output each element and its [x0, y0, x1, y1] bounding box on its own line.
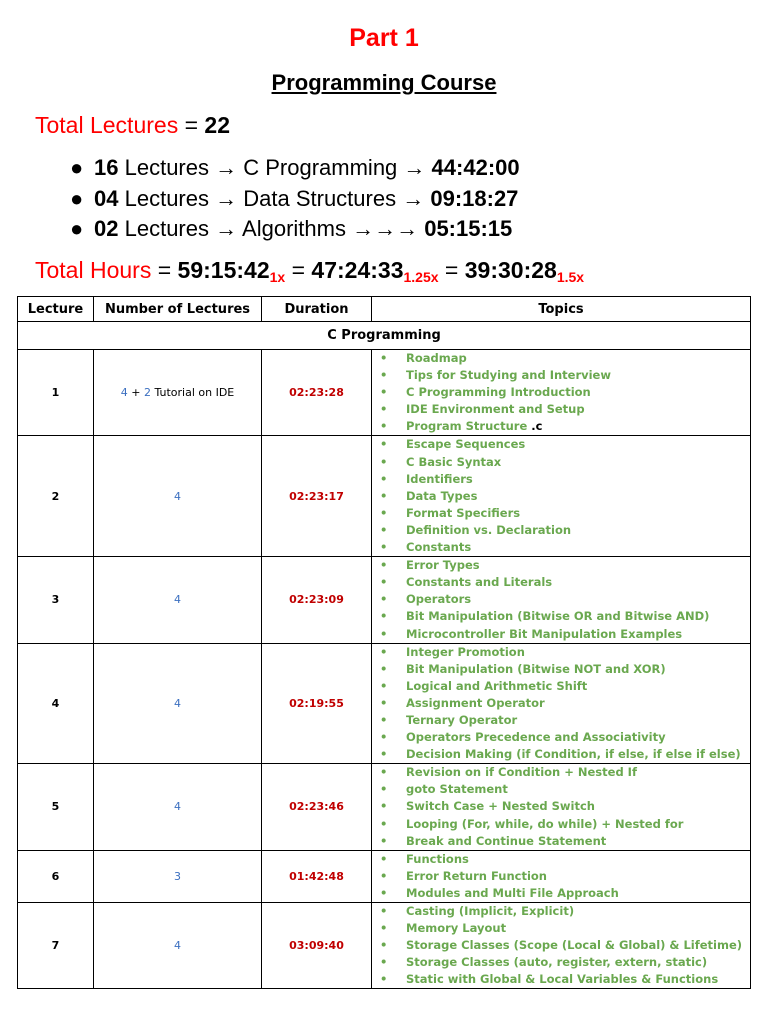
bullet-icon: • — [380, 592, 388, 607]
topics — [372, 436, 751, 557]
bullet-icon: • — [380, 661, 388, 676]
header-lecture: Lecture — [18, 297, 94, 322]
topic-text: Integer Promotion — [406, 644, 525, 659]
total-hours-1-5x: 39:30:28 — [464, 257, 557, 283]
total-lectures-equals: = — [178, 112, 205, 138]
topic-text: Static with Global & Local Variables & Functions — [406, 972, 719, 987]
topic-text: Ternary Operator — [406, 712, 518, 727]
table-row — [18, 903, 751, 989]
topic-item — [380, 454, 750, 471]
total-lectures-label: Total Lectures — [35, 112, 179, 138]
arrow-icon: →→→ — [352, 216, 419, 241]
topic-item — [380, 851, 750, 868]
topic-text: Bit Manipulation (Bitwise OR and Bitwise AND) — [406, 609, 710, 624]
bullet-icon: ● — [70, 216, 84, 241]
total-hours-1x: 59:15:42 — [177, 257, 270, 283]
summary-list — [70, 153, 520, 245]
lecture-count: 4 — [174, 593, 181, 607]
topic-list — [372, 350, 750, 435]
bullet-icon: • — [380, 437, 388, 452]
summary-count: 04 — [94, 185, 119, 211]
total-hours-1-25x: 47:24:33 — [311, 257, 404, 283]
lecture-number: 5 — [18, 764, 94, 850]
bullet-icon: • — [380, 712, 388, 727]
topic-item — [380, 661, 750, 678]
topic-item — [380, 746, 750, 763]
topic-item — [380, 712, 750, 729]
topic-text: IDE Environment and Setup — [406, 402, 585, 417]
bullet-icon: • — [380, 868, 388, 883]
table-row — [18, 557, 751, 643]
table-row — [18, 764, 751, 850]
header-duration: Duration — [262, 297, 372, 322]
bullet-icon: • — [380, 454, 388, 469]
lectures-table — [17, 296, 751, 989]
topic-item — [380, 418, 750, 435]
topic-text: Constants — [406, 540, 472, 555]
duration: 02:23:09 — [262, 557, 372, 643]
total-hours — [35, 257, 584, 285]
topic-text: Tips for Studying and Interview — [406, 368, 611, 383]
topic-text: C Basic Syntax — [406, 454, 502, 469]
section-title: C Programming — [18, 322, 751, 350]
topic-text: Format Specifiers — [406, 505, 521, 520]
topic-list — [372, 557, 750, 642]
bullet-icon: • — [380, 730, 388, 745]
bullet-icon: • — [380, 904, 388, 918]
lecture-count: 4 — [120, 386, 128, 400]
summary-duration: 09:18:27 — [430, 185, 519, 211]
lecture-number: 7 — [18, 903, 94, 989]
topic-item — [380, 488, 750, 505]
topic-text: Revision on if Condition + Nested If — [406, 765, 637, 780]
lecture-count: 3 — [174, 869, 181, 883]
bullet-icon: • — [380, 558, 388, 573]
topics — [372, 557, 751, 643]
bullet-icon: • — [380, 575, 388, 590]
summary-subject: Algorithms — [242, 216, 346, 241]
topic-text: Looping (For, while, do while) + Nested for — [406, 816, 684, 831]
bullet-icon: • — [380, 885, 388, 900]
plus-sign: + — [127, 386, 144, 400]
arrow-icon: → — [403, 155, 426, 180]
topic-item — [380, 937, 750, 954]
section-row — [18, 322, 751, 350]
bullet-icon: • — [380, 351, 388, 365]
lecture-number: 3 — [18, 557, 94, 643]
topic-item — [380, 505, 750, 522]
summary-count: 16 — [94, 155, 119, 180]
topics — [372, 643, 751, 764]
number-of-lectures — [94, 903, 262, 989]
summary-duration: 44:42:00 — [431, 155, 520, 180]
topic-text: Roadmap — [406, 351, 467, 365]
bullet-icon: • — [380, 626, 388, 641]
topic-text: Modules and Multi File Approach — [406, 885, 619, 900]
header-topics: Topics — [372, 297, 751, 322]
topic-text: Functions — [406, 851, 469, 866]
lecture-number: 6 — [18, 850, 94, 902]
topic-list — [372, 903, 750, 988]
bullet-icon: • — [380, 782, 388, 797]
topic-list — [372, 764, 750, 849]
topic-text: Program Structure — [406, 419, 528, 434]
arrow-icon: → — [215, 216, 238, 241]
duration: 02:19:55 — [262, 643, 372, 764]
topic-item — [380, 557, 750, 574]
header-number-of-lectures: Number of Lectures — [94, 297, 262, 322]
lecture-number: 1 — [18, 350, 94, 436]
topic-item — [380, 798, 750, 815]
lecture-count: 4 — [174, 800, 181, 814]
topic-item — [380, 781, 750, 798]
topic-text: Microcontroller Bit Manipulation Examples — [406, 626, 683, 641]
topic-text: Constants and Literals — [406, 575, 553, 590]
topic-item — [380, 471, 750, 488]
topic-item — [380, 971, 750, 988]
topic-item — [380, 436, 750, 453]
number-of-lectures — [94, 850, 262, 902]
bullet-icon: • — [380, 816, 388, 831]
bullet-icon: • — [380, 833, 388, 848]
bullet-icon: • — [380, 747, 388, 762]
bullet-icon: • — [380, 972, 388, 987]
topic-item — [380, 903, 750, 920]
bullet-icon: • — [380, 505, 388, 520]
arrow-icon: → — [215, 185, 238, 211]
topic-item — [380, 678, 750, 695]
topic-text: Decision Making (if Condition, if else, if else if else) — [406, 747, 741, 762]
summary-item — [70, 184, 520, 215]
bullet-icon: • — [380, 678, 388, 693]
topic-item — [380, 539, 750, 556]
tutorial-count: 2 — [143, 386, 151, 400]
bullet-icon: • — [380, 402, 388, 417]
table-row — [18, 850, 751, 902]
topics — [372, 850, 751, 902]
topic-text: Logical and Arithmetic Shift — [406, 678, 588, 693]
bullet-icon: • — [380, 851, 388, 866]
topic-item — [380, 591, 750, 608]
topic-text: Operators — [406, 592, 472, 607]
part-title: Part 1 — [349, 24, 419, 52]
bullet-icon: • — [380, 765, 388, 780]
topic-item — [380, 626, 750, 643]
bullet-icon: • — [380, 799, 388, 814]
topic-list — [372, 436, 750, 556]
arrow-icon: → — [215, 155, 238, 180]
topic-item — [380, 608, 750, 625]
bullet-icon: • — [380, 540, 388, 555]
duration: 02:23:28 — [262, 350, 372, 436]
bullet-icon: • — [380, 471, 388, 486]
topic-extension: .c — [527, 419, 543, 434]
bullet-icon: • — [380, 644, 388, 659]
summary-subject: Data Structures — [243, 185, 397, 211]
topic-item — [380, 644, 750, 661]
topic-item — [380, 522, 750, 539]
topic-item — [380, 885, 750, 902]
topic-text: Definition vs. Declaration — [406, 522, 572, 537]
topic-text: Casting (Implicit, Explicit) — [406, 904, 575, 918]
bullet-icon: • — [380, 609, 388, 624]
summary-duration: 05:15:15 — [424, 216, 513, 241]
topic-item — [380, 954, 750, 971]
topic-item — [380, 816, 750, 833]
topic-text: Memory Layout — [406, 921, 507, 936]
duration: 02:23:17 — [262, 436, 372, 557]
topic-text: Break and Continue Statement — [406, 833, 607, 848]
summary-word: Lectures — [124, 155, 209, 180]
topics — [372, 764, 751, 850]
topic-text: Storage Classes (Scope (Local & Global) & Lifetime) — [406, 938, 743, 953]
speed-1-5x: 1.5x — [556, 269, 585, 285]
number-of-lectures — [94, 436, 262, 557]
topic-item — [380, 350, 750, 367]
summary-word: Lectures — [124, 216, 209, 241]
topic-text: Data Types — [406, 488, 478, 503]
tutorial-label: Tutorial on IDE — [150, 386, 235, 400]
topic-item — [380, 367, 750, 384]
bullet-icon: • — [380, 419, 388, 434]
topic-text: Switch Case + Nested Switch — [406, 799, 595, 814]
total-lectures-value: 22 — [204, 112, 231, 138]
summary-word: Lectures — [124, 185, 209, 211]
topic-item — [380, 384, 750, 401]
bullet-icon: ● — [70, 155, 84, 180]
lecture-number: 2 — [18, 436, 94, 557]
topic-item — [380, 401, 750, 418]
summary-count: 02 — [94, 216, 119, 241]
bullet-icon: • — [380, 522, 388, 537]
bullet-icon: • — [380, 385, 388, 400]
topic-text: Assignment Operator — [406, 695, 545, 710]
lecture-count: 4 — [174, 489, 181, 503]
total-lectures — [35, 112, 230, 139]
bullet-icon: • — [380, 368, 388, 383]
table-row — [18, 350, 751, 436]
topics — [372, 903, 751, 989]
topic-item — [380, 764, 750, 781]
equals: = — [438, 257, 465, 283]
table-header-row — [18, 297, 751, 322]
summary-item — [70, 214, 520, 245]
topic-item — [380, 920, 750, 937]
number-of-lectures — [94, 643, 262, 764]
topic-text: Identifiers — [406, 471, 473, 486]
topic-text: Error Types — [406, 558, 480, 573]
summary-subject: C Programming — [243, 155, 398, 180]
summary-item — [70, 153, 520, 184]
speed-1-25x: 1.25x — [403, 269, 439, 285]
bullet-icon: • — [380, 955, 388, 970]
number-of-lectures — [94, 350, 262, 436]
duration: 01:42:48 — [262, 850, 372, 902]
topic-item — [380, 574, 750, 591]
topic-text: Error Return Function — [406, 868, 547, 883]
topic-list — [372, 851, 750, 902]
topic-text: Bit Manipulation (Bitwise NOT and XOR) — [406, 661, 666, 676]
duration: 02:23:46 — [262, 764, 372, 850]
topic-text: C Programming Introduction — [406, 385, 591, 400]
bullet-icon: ● — [70, 185, 84, 211]
total-hours-label: Total Hours — [35, 257, 152, 283]
bullet-icon: • — [380, 695, 388, 710]
bullet-icon: • — [380, 921, 388, 936]
topic-list — [372, 644, 750, 764]
topic-text: Operators Precedence and Associativity — [406, 730, 666, 745]
speed-1x: 1x — [269, 269, 286, 285]
bullet-icon: • — [380, 938, 388, 953]
duration: 03:09:40 — [262, 903, 372, 989]
lecture-count: 4 — [174, 939, 181, 953]
lecture-count: 4 — [174, 696, 181, 710]
equals: = — [285, 257, 312, 283]
lecture-number: 4 — [18, 643, 94, 764]
topics — [372, 350, 751, 436]
number-of-lectures — [94, 557, 262, 643]
topic-text: Escape Sequences — [406, 437, 526, 452]
number-of-lectures — [94, 764, 262, 850]
bullet-icon: • — [380, 488, 388, 503]
topic-item — [380, 729, 750, 746]
equals: = — [151, 257, 178, 283]
course-title: Programming Course — [271, 70, 497, 95]
topic-text: goto Statement — [406, 782, 508, 797]
topic-item — [380, 833, 750, 850]
arrow-icon: → — [402, 185, 425, 211]
topic-item — [380, 695, 750, 712]
topic-text: Storage Classes (auto, register, extern, static) — [406, 955, 708, 970]
table-row — [18, 643, 751, 764]
topic-item — [380, 868, 750, 885]
table-row — [18, 436, 751, 557]
table-body — [18, 350, 751, 989]
